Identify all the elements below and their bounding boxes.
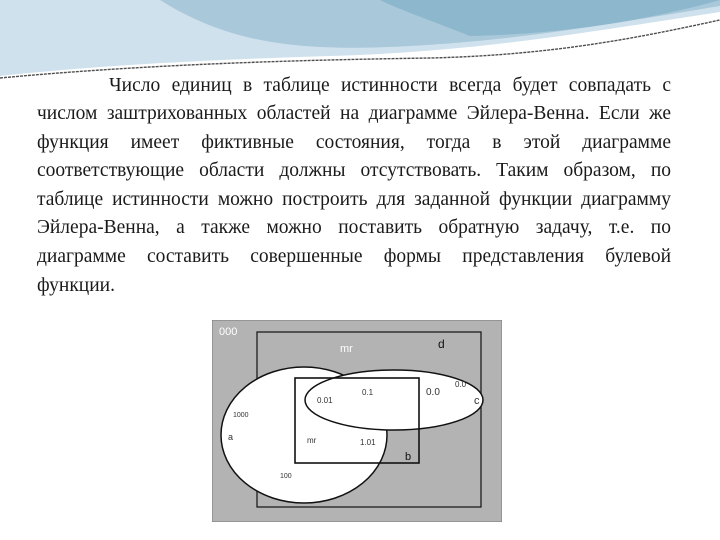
body-paragraph: Число единиц в таблице истинности всегда будет совпадать с числом заштрихованных областей на диаграмме Эйлера-Венна. Если же функция имеет фиктивные состояния, тогда в этой диаграмме соответствующие области должны отсутствовать. Таким образом, по таблице истинности можно построить для заданной функции диаграмму Эйлера-Венна, а также можно поставить обратную задачу, т.е. по диаграмме составить совершенные формы представления булевой функции. — [37, 74, 671, 296]
label-c-top: 0.0 — [455, 380, 467, 389]
label-ab: mr — [307, 436, 317, 445]
label-abc: 1.01 — [360, 438, 376, 447]
label-c-mid: 0.1 — [362, 388, 374, 397]
label-corner: 000 — [219, 326, 238, 338]
label-c-right: 0.0 — [426, 387, 440, 398]
euler-venn-diagram — [212, 320, 502, 522]
label-c: c — [474, 395, 480, 407]
label-a-top: 1000 — [233, 412, 249, 419]
label-top-mid: mr — [340, 343, 353, 355]
label-a: a — [228, 432, 234, 442]
label-d: d — [438, 337, 445, 351]
label-b: b — [405, 451, 412, 463]
label-c-left: 0.01 — [317, 396, 333, 405]
label-a-bottom: 100 — [280, 473, 292, 480]
